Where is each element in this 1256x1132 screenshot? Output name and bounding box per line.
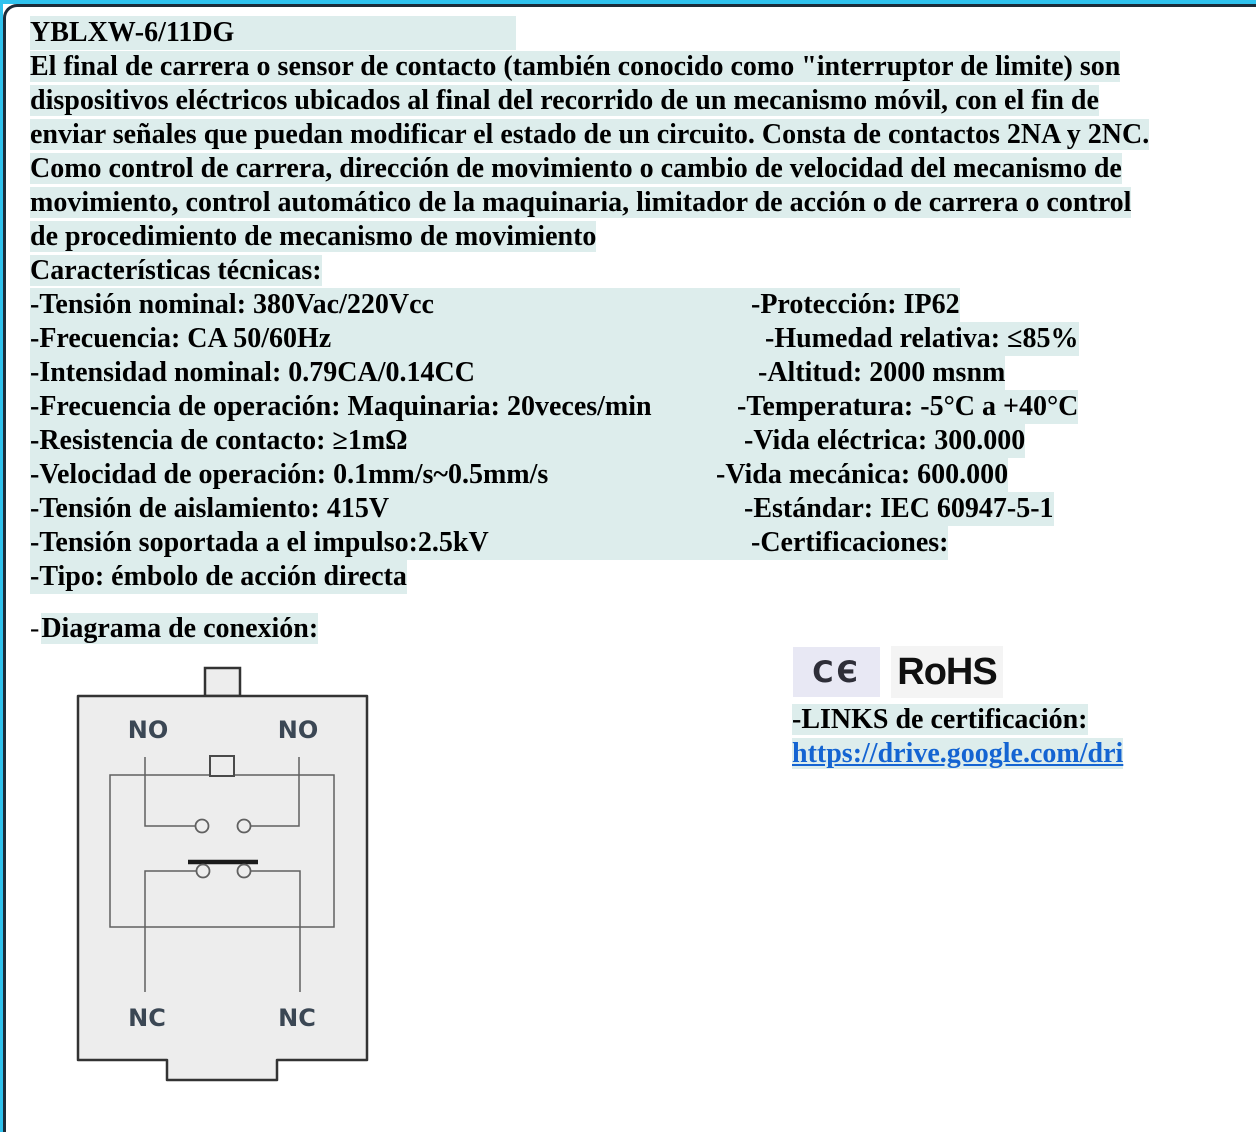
diagram-body [78, 696, 367, 1080]
description-line: Como control de carrera, dirección de movimiento o cambio de velocidad del mecanismo de [30, 153, 1122, 184]
certification-links-label: -LINKS de certificación: [792, 704, 1088, 735]
spec-right: -Vida mecánica: 600.000 [716, 459, 1009, 490]
certification-link-line [792, 737, 1123, 771]
description-line: de procedimiento de mecanismo de movimiento [30, 221, 597, 252]
spec-left: -Tensión nominal: 380Vac/220Vcc [30, 289, 434, 320]
no-label-left: NO [127, 716, 169, 744]
spec-row [30, 424, 1244, 458]
no-label-right: NO [277, 716, 319, 744]
rohs-logo: RoHS [891, 646, 1003, 698]
spec-left: -Tensión soportada a el impulso:2.5kV [30, 527, 489, 558]
spec-right: -Certificaciones: [716, 527, 949, 558]
spec-row [30, 560, 1244, 594]
spec-right: -Vida eléctrica: 300.000 [716, 425, 1026, 456]
datasheet-content [30, 16, 1244, 646]
spec-left: -Velocidad de operación: 0.1mm/s~0.5mm/s [30, 459, 549, 490]
certification-link[interactable]: https://drive.google.com/dri [792, 738, 1124, 769]
diagram-heading-dash: - [30, 613, 40, 644]
spec-left: -Tensión de aislamiento: 415V [30, 493, 390, 524]
spec-row [30, 492, 1244, 526]
section-heading: Características técnicas: [30, 255, 322, 286]
page-title: YBLXW-6/11DG [30, 16, 516, 50]
diagram-heading [30, 612, 1244, 646]
description-line: El final de carrera o sensor de contacto (también conocido como "interruptor de limite) son [30, 51, 1121, 82]
spec-right: -Temperatura: -5°C a +40°C [716, 391, 1079, 422]
description-line: movimiento, control automático de la maquinaria, limitador de acción o de carrera o control [30, 187, 1132, 218]
nc-label-left: NC [128, 1004, 166, 1032]
spec-row [30, 322, 1244, 356]
diagram-no-contact-right [238, 820, 251, 833]
ce-mark-logo: CЄ [793, 647, 880, 697]
connection-diagram [60, 660, 380, 1086]
spec-row [30, 288, 1244, 322]
spec-row [30, 390, 1244, 424]
spec-row [30, 356, 1244, 390]
diagram-top-tab [205, 668, 240, 696]
diagram-heading-label: Diagrama de conexión: [41, 613, 319, 644]
diagram-nc-contact-left [197, 865, 210, 878]
spec-left: -Resistencia de contacto: ≥1mΩ [30, 425, 408, 456]
spec-right: -Humedad relativa: ≤85% [716, 323, 1079, 354]
diagram-plunger [210, 756, 234, 776]
spec-left: -Tipo: émbolo de acción directa [30, 561, 407, 592]
description-line: enviar señales que puedan modificar el estado de un circuito. Consta de contactos 2NA y 2NC. [30, 119, 1150, 150]
diagram-nc-contact-right [238, 865, 251, 878]
spec-row [30, 458, 1244, 492]
spec-left: -Frecuencia: CA 50/60Hz [30, 323, 332, 354]
spec-left: -Frecuencia de operación: Maquinaria: 20veces/min [30, 391, 652, 422]
spec-right: -Estándar: IEC 60947-5-1 [716, 493, 1054, 524]
page-title-line [30, 16, 1244, 50]
spec-right: -Altitud: 2000 msnm [716, 357, 1006, 388]
spec-right: -Protección: IP62 [716, 289, 960, 320]
spec-left: -Intensidad nominal: 0.79CA/0.14CC [30, 357, 475, 388]
spec-row [30, 526, 1244, 560]
description-line: dispositivos eléctricos ubicados al final del recorrido de un mecanismo móvil, con el fin de [30, 85, 1099, 116]
nc-label-right: NC [278, 1004, 316, 1032]
diagram-no-contact-left [196, 820, 209, 833]
